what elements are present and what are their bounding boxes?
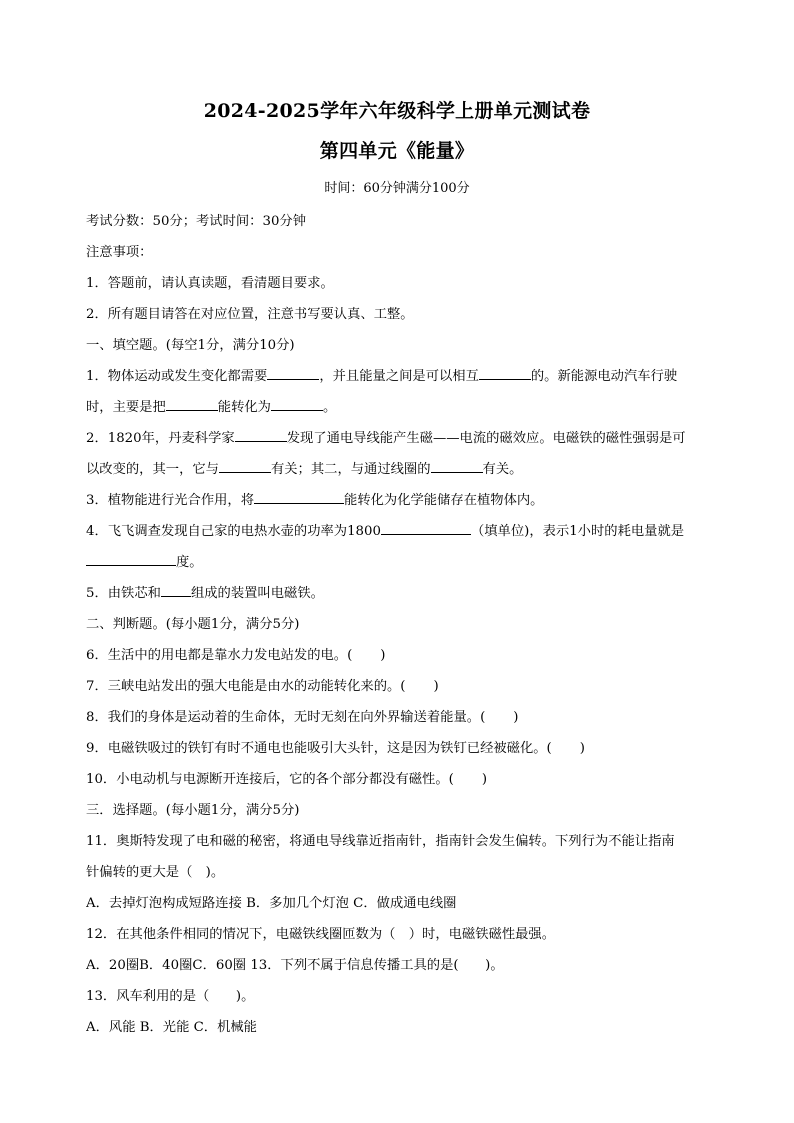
q2-text-c: 以改变的，其一，它与 xyxy=(86,462,219,477)
answer-blank[interactable] xyxy=(166,398,218,411)
unit-title: 第四单元《能量》 xyxy=(319,140,475,162)
notes-heading: 注意事项： xyxy=(86,245,153,260)
exam-title: 2024-2025学年六年级科学上册单元测试卷 xyxy=(203,100,591,122)
question-11-options: A．去掉灯泡构成短路连接 B．多加几个灯泡 C．做成通电线圈 xyxy=(86,896,457,911)
q1-text-c: 的。新能源电动汽车行驶 xyxy=(530,369,678,384)
q1-text-e: 能转化为 xyxy=(217,400,271,415)
q3-text-a: 3．植物能进行光合作用，将 xyxy=(86,493,255,508)
q1-text-a: 1．物体运动或发生变化都需要 xyxy=(86,369,268,384)
answer-blank[interactable] xyxy=(431,460,483,473)
time-info: 时间：60分钟满分100分 xyxy=(324,181,470,196)
question-4-line-2 xyxy=(86,547,708,578)
q9-text: 9．电磁铁吸过的铁钉有时不通电也能吸引大头针，这是因为铁钉已经被磁化。( xyxy=(86,741,552,756)
q8-text: 8．我们的身体是运动着的生命体，无时无刻在向外界输送着能量。( xyxy=(86,710,486,725)
q4-text-b: （填单位)，表示1小时的耗电量就是 xyxy=(470,524,685,539)
q4-text-c: 度。 xyxy=(176,555,203,570)
q1-text-b: ，并且能量之间是可以相互 xyxy=(319,369,479,384)
q5-text-b: 组成的装置叫电磁铁。 xyxy=(190,586,324,601)
question-11-line-1: 11．奥斯特发现了电和磁的秘密，将通电导线靠近指南针，指南针会发生偏转。下列行为不能让指南 xyxy=(86,834,675,849)
note-2: 2．所有题目请答在对应位置，注意书写要认真、工整。 xyxy=(86,307,414,322)
exam-body xyxy=(86,206,708,1043)
section-3-heading: 三．选择题。(每小题1分，满分5分) xyxy=(86,803,300,818)
question-7 xyxy=(86,671,708,702)
q7-text: 7．三峡电站发出的强大电能是由水的动能转化来的。( xyxy=(86,679,406,694)
answer-blank[interactable] xyxy=(271,398,323,411)
question-13: 13．风车利用的是（ )。 xyxy=(86,989,255,1004)
question-11-line-2: 针偏转的更大是（ )。 xyxy=(86,865,225,880)
question-8 xyxy=(86,702,708,733)
question-1-line-1 xyxy=(86,361,708,392)
note-1: 1．答题前，请认真读题，看清题目要求。 xyxy=(86,276,334,291)
question-13-options: A．风能 B．光能 C．机械能 xyxy=(86,1020,257,1035)
q2-text-e: 有关。 xyxy=(482,462,523,477)
q10-text: 10．小电动机与电源断开连接后，它的各个部分都没有磁性。( xyxy=(86,772,454,787)
answer-blank[interactable] xyxy=(254,491,344,504)
close-paren: ) xyxy=(481,772,488,787)
question-10 xyxy=(86,764,708,795)
q2-text-a: 2．1820年，丹麦科学家 xyxy=(86,431,235,446)
question-4-line-1 xyxy=(86,516,708,547)
q4-text-a: 4．飞飞调查发现自己家的电热水壶的功率为1800 xyxy=(86,524,381,539)
question-12-options: A．20圈B．40圈C．60圈 13．下列不属于信息传播工具的是( )。 xyxy=(86,958,504,973)
q2-text-b: 发现了通电导线能产生磁——电流的磁效应。电磁铁的磁性强弱是可 xyxy=(286,431,686,446)
question-3 xyxy=(86,485,708,516)
question-1-line-2 xyxy=(86,392,708,423)
section-1-heading: 一、填空题。(每空1分，满分10分) xyxy=(86,338,295,353)
answer-blank[interactable] xyxy=(86,553,176,566)
answer-blank[interactable] xyxy=(235,429,287,442)
question-6 xyxy=(86,640,708,671)
question-5 xyxy=(86,578,708,609)
close-paren: ) xyxy=(380,648,386,663)
answer-blank[interactable] xyxy=(161,584,191,597)
section-2-heading: 二、判断题。(每小题1分，满分5分) xyxy=(86,617,300,632)
close-paren: ) xyxy=(513,710,519,725)
question-9 xyxy=(86,733,708,764)
q1-text-d: 时，主要是把 xyxy=(86,400,166,415)
q1-text-f: 。 xyxy=(322,400,337,415)
question-2-line-1 xyxy=(86,423,708,454)
close-paren: ) xyxy=(433,679,439,694)
answer-blank[interactable] xyxy=(479,367,531,380)
q6-text: 6．生活中的用电都是靠水力发电站发的电。( xyxy=(86,648,353,663)
exam-info: 考试分数：50分；考试时间：30分钟 xyxy=(86,214,306,229)
answer-blank[interactable] xyxy=(219,460,271,473)
q3-text-b: 能转化为化学能储存在植物体内。 xyxy=(344,493,544,508)
question-2-line-2 xyxy=(86,454,708,485)
answer-blank[interactable] xyxy=(381,522,471,535)
answer-blank[interactable] xyxy=(267,367,319,380)
close-paren: ) xyxy=(579,741,585,756)
question-12: 12．在其他条件相同的情况下，电磁铁线圈匝数为（ ）时，电磁铁磁性最强。 xyxy=(86,927,556,942)
q2-text-d: 有关；其二，与通过线圈的 xyxy=(270,462,431,477)
q5-text-a: 5．由铁芯和 xyxy=(86,586,161,601)
